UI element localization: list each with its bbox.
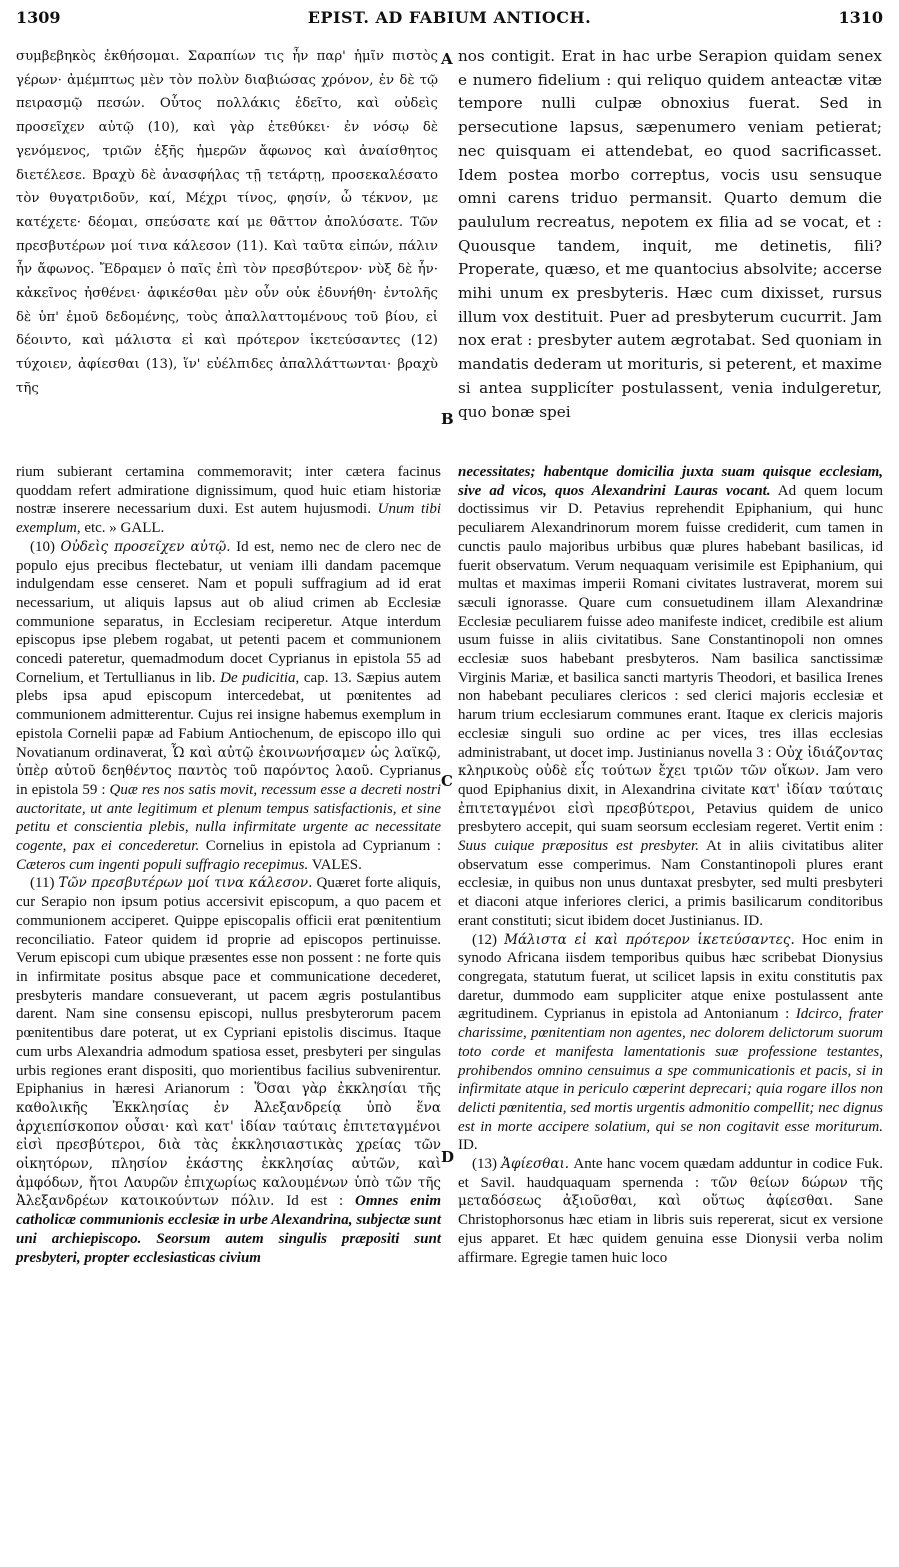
- note-paragraph: rium subierant certamina commemoravit; inter cætera facinus quoddam refert admiratione dignissimum, quod huic etiam historiæ nostræ inserere necessarium duxi. Est autem hujusmodi. Unum tibi exemplum, etc. » GALL.: [16, 464, 441, 537]
- note-10: (10) Οὐδεὶς προσεῖχεν αὐτῷ. Id est, nemo nec de clero nec de populo ejus precibus flectebatur, ut veniam illi dandam pacemque indulgendam esse censeret. Nam et populi suffragium ad id erat necessarium, ut aliquis lapsus aut ob aliud crimen ab Ecclesiæ communione separatus, in Ecclesiam reciperetur. Atque interdum episcopus ipse plebem rogabat, ut petenti pacem et communionem concedi pateretur, quemadmodum docet Cyprianus in epistola 55 ad Cornelium, et Tertullianus in lib. De pudicitia, cap. 13. Sæpius autem plebs ipsa apud episcopum intercedebat, ut pœnitentes ad communionem admitterentur. Cujus rei insigne habemus exemplum in epistola Cornelii papæ ad Fabium Antiochenum, de episcopo illo qui Novatianum ordinaverat, Ὧ καὶ αὐτῷ ἐκοινωνήσαμεν ὡς λαϊκῷ, ὑπὲρ αὐτοῦ δεηθέντος παντὸς τοῦ παρόντος λαοῦ. Cyprianus in epistola 59 : Quæ res nos satis movit, recessum esse a decreti nostri auctoritate, ut ante legitimum et plenum tempus satisfactionis, et sine petitu et conscientia plebis, nulla infirmitate urgente ac necessitate cogente, pax ei concederetur. Cornelius in epistola ad Cyprianum : Cæteros cum ingenti populi suffragio recepimus. VALES.: [16, 538, 441, 873]
- margin-mark-b: B: [441, 410, 454, 428]
- left-page-number: 1309: [16, 8, 61, 27]
- right-page-number: 1310: [838, 8, 883, 27]
- greek-text-column: συμβεβηκὸς ἐκθήσομαι. Σαραπίων τις ἦν παρ' ἡμῖν πιστὸς γέρων· ἀμέμπτως μὲν τὸν πολὺν διαβιώσας χρόνον, ἐν δὲ τῷ πειρασμῷ πεσών. Οὗτος πολλάκις ἐδεῖτο, καὶ οὐδεὶς προσεῖχεν αὐτῷ (10), καὶ γὰρ ἐτεθύκει· ἐν νόσῳ δὲ γενόμενος, τριῶν ἑξῆς ἡμερῶν ἄφωνος καὶ ἀναίσθητος διετέλεσε. Βραχὺ δὲ ἀνασφήλας τῇ τετάρτῃ, προσεκαλέσατο τὸν θυγατριδοῦν, καί, Μέχρι τίνος, φησίν, ὦ τέκνον, με κατέχετε· δέομαι, σπεύσατε καί με θᾶττον ἀπολύσατε. Τῶν πρεσβυτέρων μοί τινα κάλεσον (11). Καὶ ταῦτα εἰπών, πάλιν ἦν ἄφωνος. Ἔδραμεν ὁ παῖς ἐπὶ τὸν πρεσβύτερον· νὺξ δὲ ἦν· κἀκεῖνος ἠσθένει· ἀφικέσθαι μὲν οὖν οὐκ ἐδυνήθη· ἐντολῆς δὲ ὑπ' ἐμοῦ δεδομένης, τοὺς ἀπαλλαττομένους τοῦ βίου, εἰ δέοιντο, καὶ μάλιστα εἰ καὶ πρότερον ἱκετεύσαντες (12) τύχοιεν, ἀφίεσθαι (13), ἵν' εὐέλπιδες ἀπαλλάττωνται· βραχὺ τῆς: [16, 49, 438, 396]
- margin-mark-c: C: [441, 772, 453, 790]
- margin-mark-a: A: [441, 50, 453, 68]
- running-title: EPIST. AD FABIUM ANTIOCH.: [307, 8, 592, 27]
- latin-text-column: nos contigit. Erat in hac urbe Serapion quidam senex e numero fidelium : qui reliquo quidem anteactæ vitæ tempore nulli culpæ obnoxius fuerat. Sed in persecutione lapsus, sæpenumero veniam petierat; nec quisquam ei attendebat, eo quod sacrificasset. Idem postea morbo correptus, vocis usu sensuque omni carens triduo permansit. Quarto demum die paululum recreatus, nepotem ex filia ad se vocat, et : Quousque tandem, inquit, me detinetis, fili? Properate, quæso, et me quantocius absolvite; accerse mihi unum ex presbyteris. Hæc cum dixisset, rursus illum vox destituit. Puer ad presbyterum cucurrit. Jam nox erat : presbyter autem ægrotabat. Sed quoniam in mandatis dederam ut morituris, si peterent, et maxime si antea supplicíter postulassent, venia indulgeretur, quo bonæ spei: [458, 47, 882, 421]
- notes-left-column: [16, 463, 441, 1267]
- notes-right-column: [458, 463, 883, 1267]
- note-paragraph: necessitates; habentque domicilia juxta suam quisque ecclesiam, sive ad vicos, quos Alexandrini Lauras vocant. Ad quem locum doctissimus vir D. Petavius reprehendit Epiphanium, qui hunc peculiarem Alexandrinorum morem fuisse crediderit, cum tamen in cunctis paulo majoribus urbibus quæ plures habebant basilicas, id fuerit observatum. Verum nequaquam verisimile est Epiphanium, qui multas et maximas imperii Romani civitates lustraverat, morem sui sæculi ignorasse. Quare cum consuetudinem illam Alexandrinæ Ecclesiæ peculiarem fuisse adeo manifeste indicet, credibile est alium usum fuisse in aliis civitatibus. Sane Constantinopoli non omnes ecclesiæ suos habebant presbyteros. Nam basilica sanctissimæ Virginis Mariæ, et basilica sancti martyris Theodori, et basilica Irenes non habebant peculiares clericos : sed clerici majoris ecclesiæ et harum trium ecclesiarum communes erant. Itaque ex clericis majoris ecclesiæ singuli suo ordine ac per vices, tres illas ecclesias administrabant, ut docet imp. Justinianus novella 3 : Οὐχ ἰδιάζοντας κληρικοὺς οὐδὲ εἷς τούτων ἔχει τριῶν τῶν οἴκων. Jam vero quod Epiphanius dixit, in Alexandrina civitate κατ' ἰδίαν ταύταις ἐπιτεταγμένοι εἰσὶ πρεσβύτεροι, Petavius quidem de unico presbytero accepit, qui suam seorsum ecclesiam regeret. Vertit enim : Suus cuique præpositus est presbyter. At in aliis civitatibus aliter observatum esse comperimus. Nam Constantinopoli plures erant ecclesiæ, in quibus non unus duntaxat presbyter, sed multi presbyteri et diaconi atque inferiores clerici, a primis basilicarum conditoribus erant constituti; sicut ibidem docet Justinianus. ID.: [458, 464, 884, 929]
- note-13: (13) Ἀφίεσθαι. Ante hanc vocem quædam adduntur in codice Fuk. et Savil. haudquaquam spernenda : τῶν θείων δώρων τῆς μεταδόσεως ἀξιοῦσθαι, καὶ οὕτως ἀφίεσθαι. Sane Christophorsonus hæc etiam in libris suis repererat, sicut ex versione ejus apparet. Et hæc quidem genuina esse Dionysii verba nolim affirmare. Egregie tamen huic loco: [458, 1156, 883, 1266]
- running-header: [16, 4, 883, 30]
- margin-mark-d: D: [441, 1148, 455, 1166]
- note-11: (11) Τῶν πρεσβυτέρων μοί τινα κάλεσον. Quæret forte aliquis, cur Serapio non ipsum potius accersivit episcopum, a quo pacem et communionem acciperet. Quippe episcopalis officii erat pœnitentium reconciliatio. Fateor quidem id proprie ad episcopos pertinuisse. Verum episcopi cum ubique præsentes esse non possent : ne forte quis in infirmitate positus absque pace et communicatione decederet, presbyteris mandare consueverant, ut pacem ægris postulantibus darent. Nam sine consensu episcopi, nullus presbyterorum pacem pœnitentibus dare poterat, ut ex Cypriani epistolis discimus. Itaque cum urbs Alexandria admodum spatiosa esset, presbyteri per singulas urbis regiones erant dispositi, quo morientibus facilius subvenirentur. Epiphanius in hæresi Arianorum : Ὅσαι γὰρ ἐκκλησίαι τῆς καθολικῆς Ἐκκλησίας ἐν Ἀλεξανδρείᾳ ὑπὸ ἕνα ἀρχιεπίσκοπον οὖσαι· καὶ κατ' ἰδίαν ταύταις ἐπιτεταγμένοι εἰσὶ πρεσβύτεροι, διὰ τὰς ἐκκλησιαστικὰς χρείας τῶν οἰκητόρων, πλησίον ἑκάστης ἐκκλησίας αὐτῶν, καὶ ἀμφόδων, ἤτοι Λαυρῶν ἐπιχωρίως καλουμένων ὑπὸ τῶν τῆς Ἀλεξανδρέων κατοικούντων πόλιν. Id est : Omnes enim catholicæ communionis ecclesiæ in urbe Alexandrina, subjectæ sunt uni archiepiscopo. Seorsum autem singulis præpositi sunt presbyteri, propter ecclesiasticas civium: [16, 875, 441, 1266]
- note-12: (12) Μάλιστα εἰ καὶ πρότερον ἱκετεύσαντες. Hoc enim in synodo Africana iisdem temporibus quibus hæc scribebat Dionysius congregata, statutum fuerat, ut scilicet lapsis in exitu constitutis pax daretur, dummodo eam suppliciter atque enixe postulassent ante ægritudinem. Cyprianus in epistola ad Antonianum : Idcirco, frater charissime, pœnitentiam non agentes, nec dolorem delictorum suorum toto corde et manifesta lamentationis suæ professione testantes, prohibendos omnino censuimus a spe communicationis et pacis, si in infirmitate atque in periculo cœperint deprecari; quia rogare illos non delicti pœnitentia, sed mortis urgentis admonitio compellit; nec dignus est in morte accipere solatium, qui se non cogitavit esse moriturum. ID.: [458, 931, 883, 1154]
